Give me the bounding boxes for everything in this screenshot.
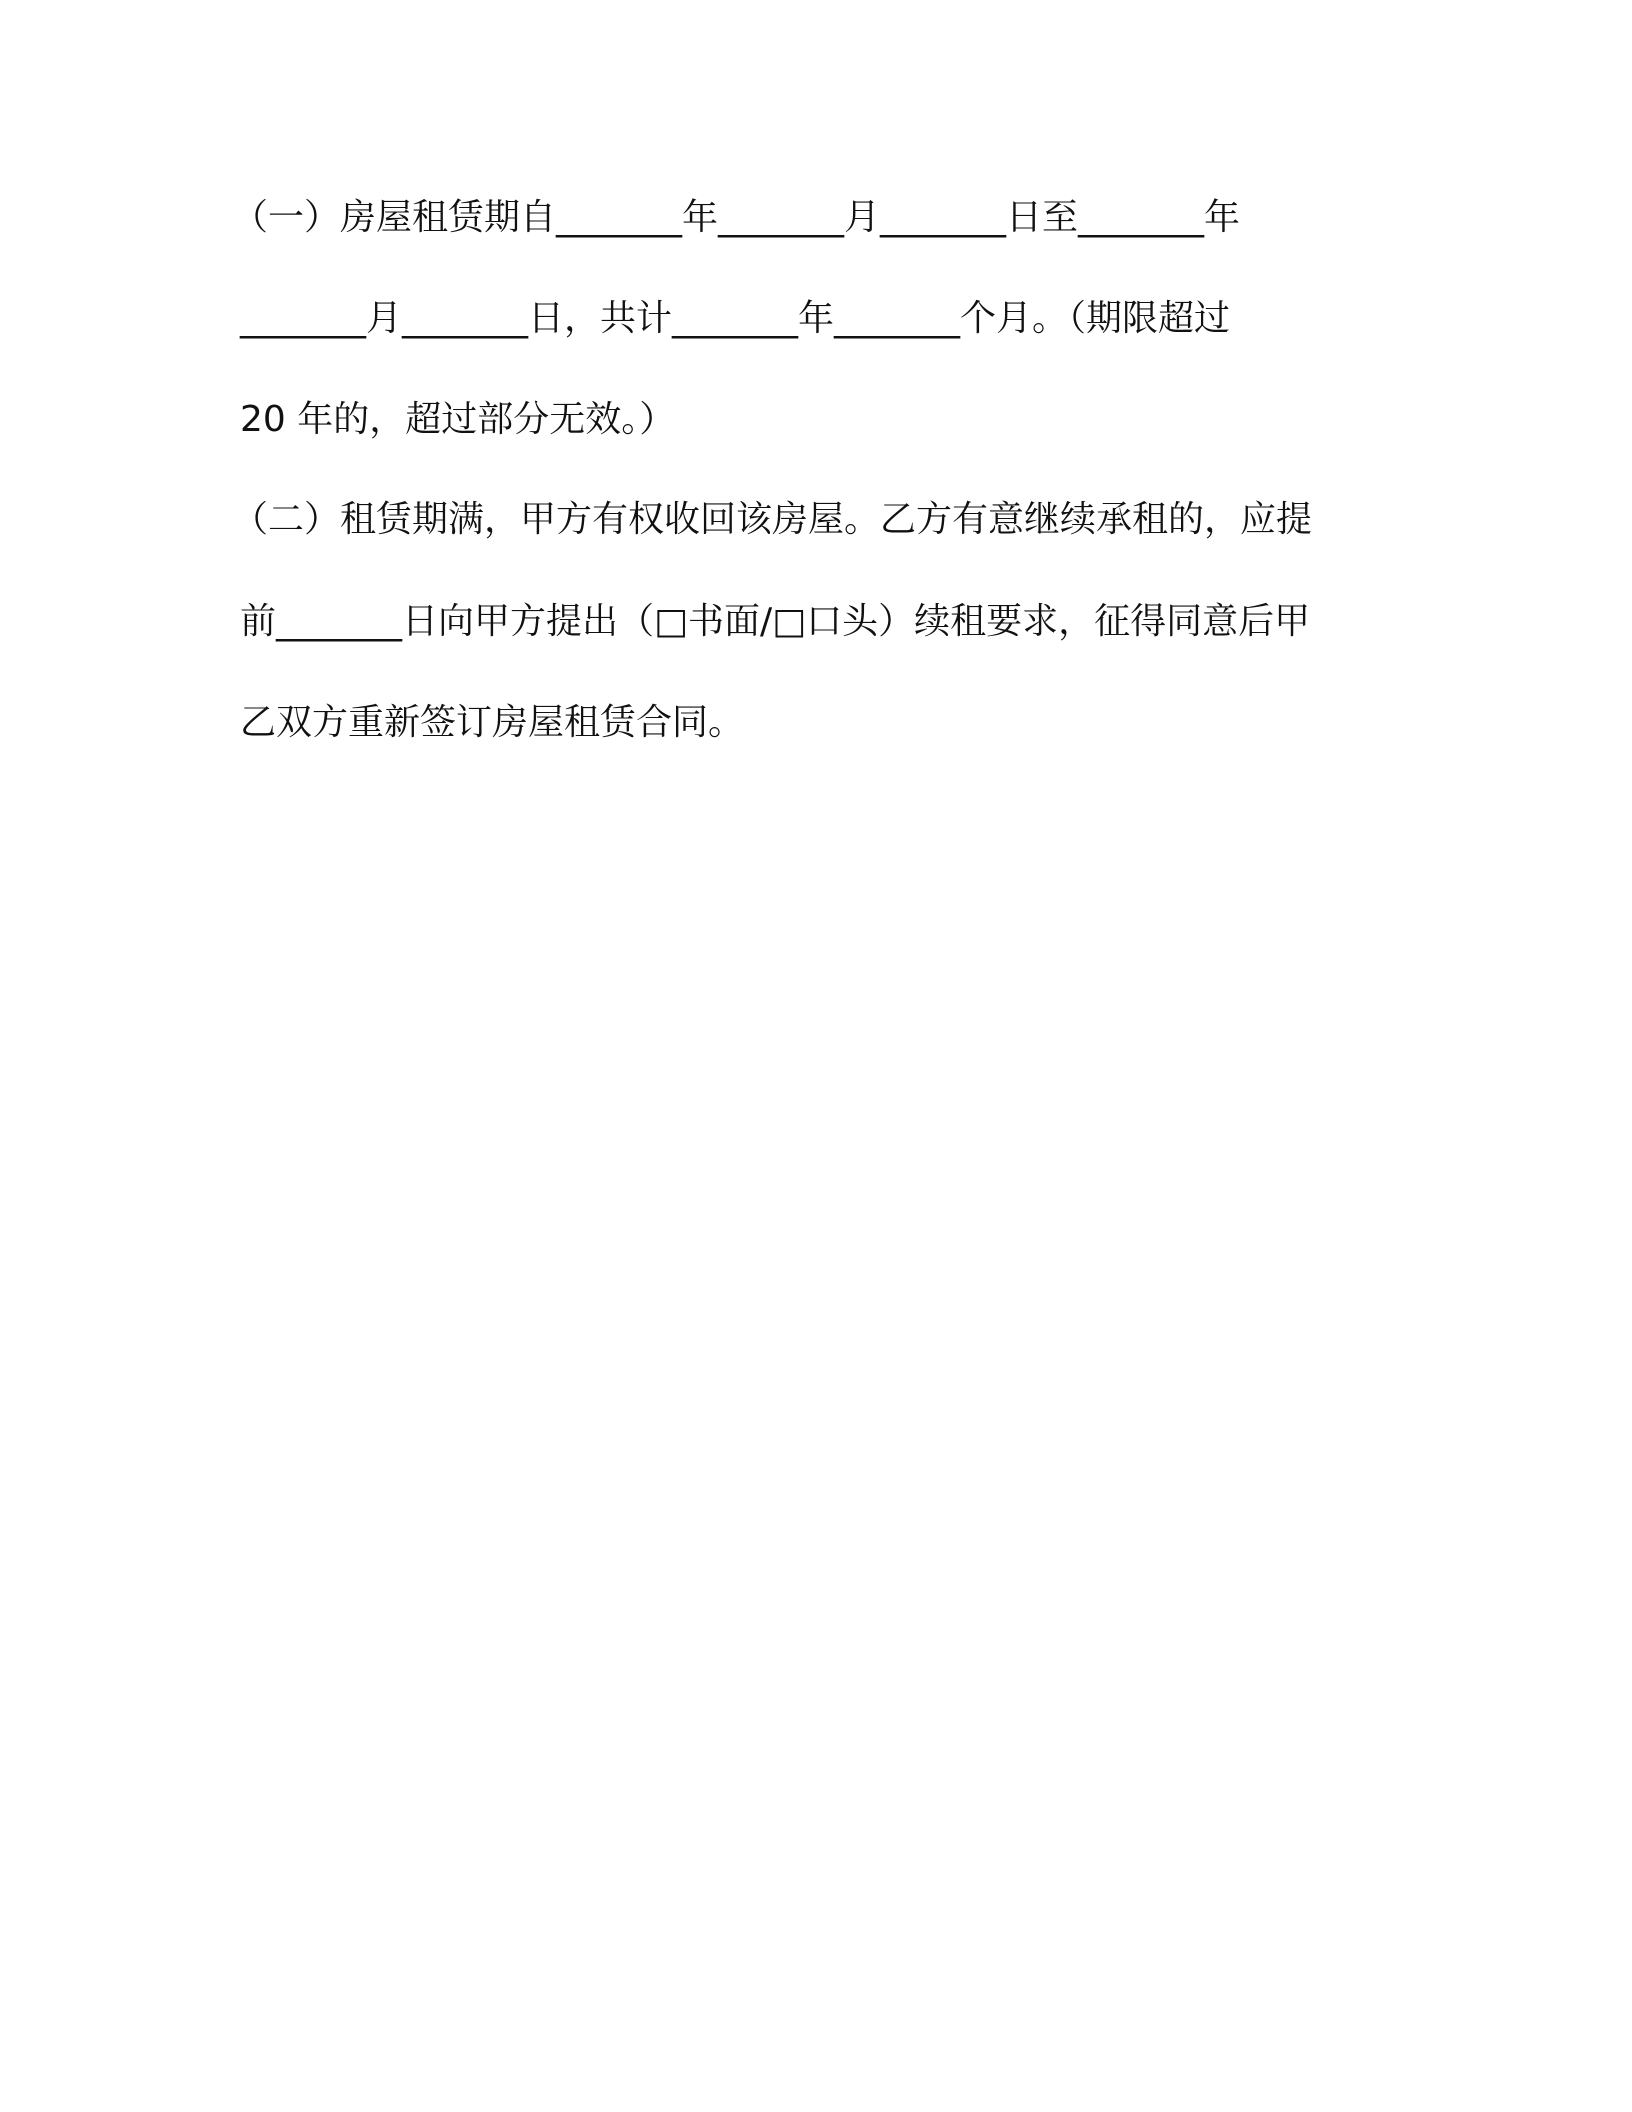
clause-1-line-2: _______月_______日，共计_______年_______个月。（期限超过 [240,298,1231,339]
clause-2-line-1: （二）租赁期满，甲方有权收回该房屋。乙方有意继续承租的，应提 [232,499,1313,540]
clause-2-line-3: 乙双方重新签订房屋租赁合同。 [240,702,745,743]
clause-2-line-2: 前_______日向甲方提出（□书面/□口头）续租要求，征得同意后甲 [240,601,1311,642]
clause-1-line-3: 20 年的，超过部分无效。） [240,399,676,440]
clause-1-line-1: （一）房屋租赁期自_______年_______月_______日至_______年 [232,197,1241,238]
